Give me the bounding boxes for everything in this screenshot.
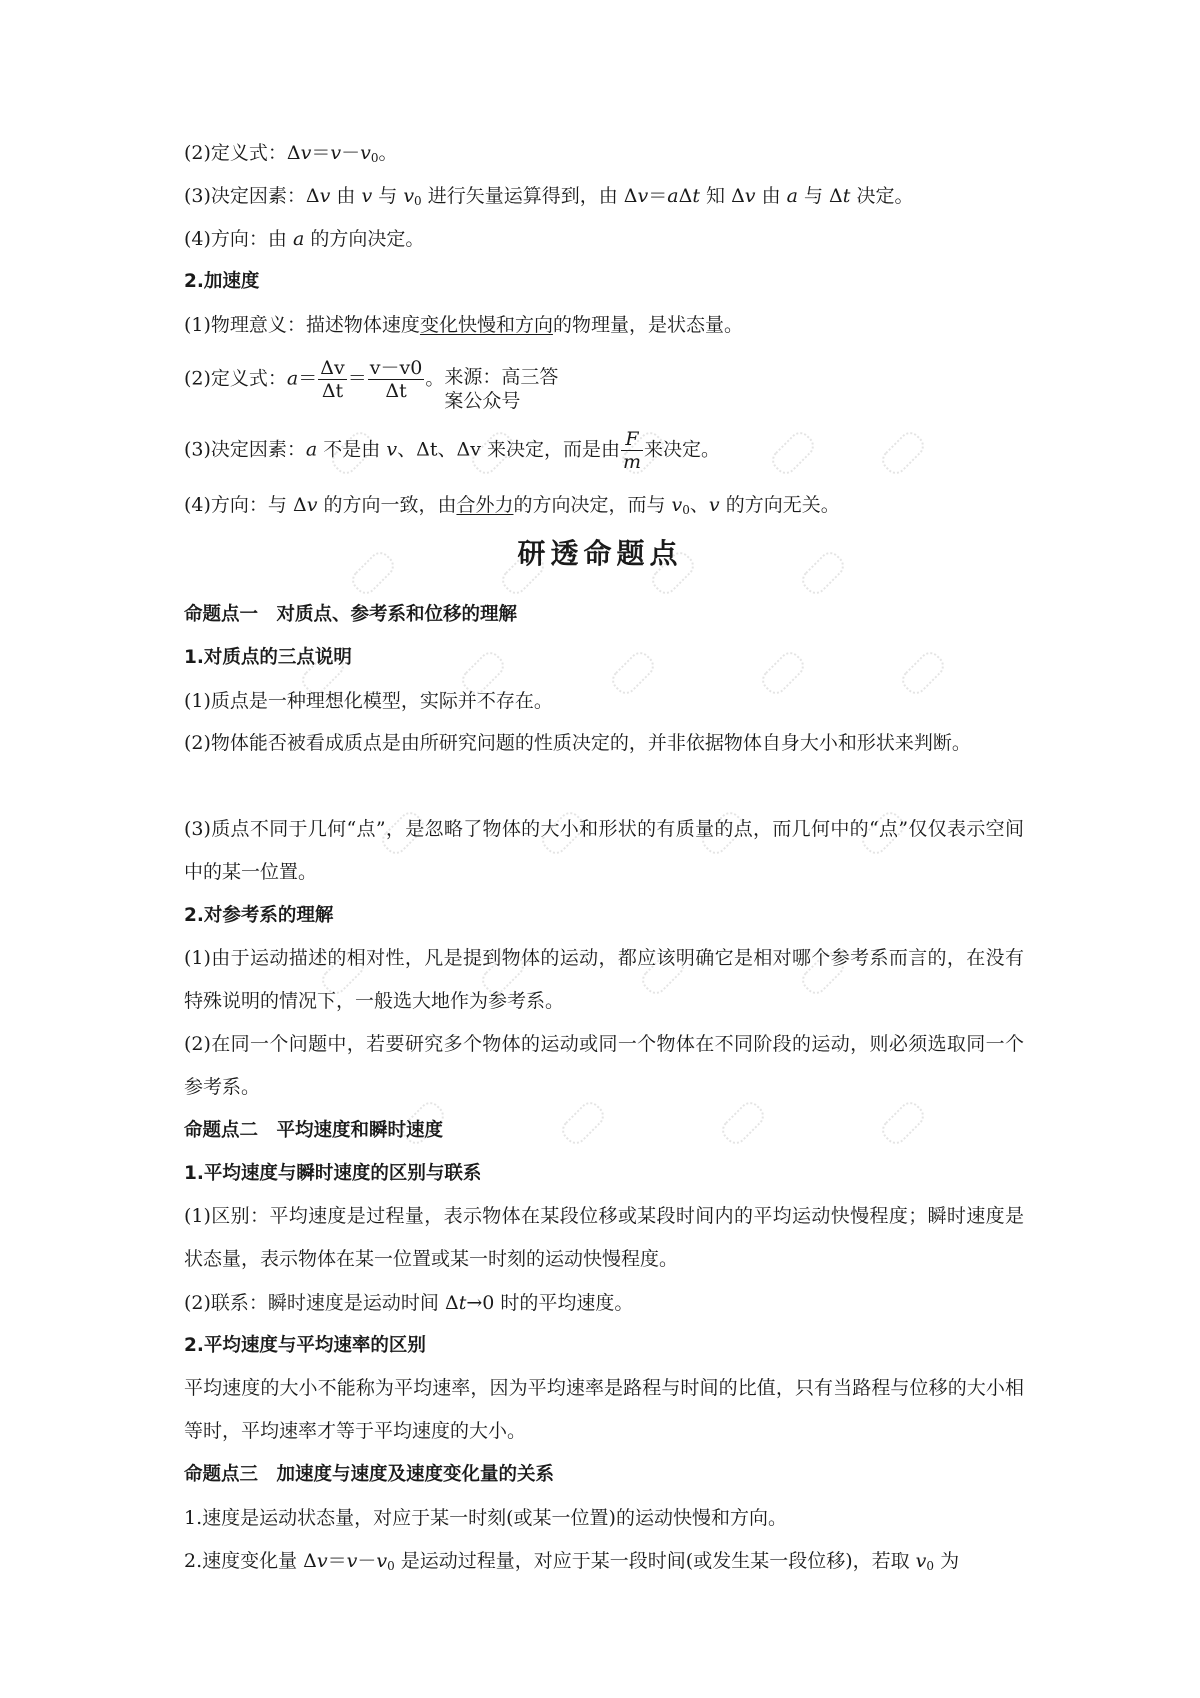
section-title: 研透命题点	[517, 537, 683, 570]
point-one-sub2-heading: 2.对参考系的理解	[184, 905, 334, 926]
point-two-sub1-heading: 1.平均速度与瞬时速度的区别与联系	[184, 1163, 482, 1184]
source-note: 来源：高三答案公众号	[444, 366, 559, 412]
point-two-sub2-heading: 2.平均速度与平均速率的区别	[184, 1335, 426, 1356]
point-one-heading: 命题点一 对质点、参考系和位移的理解	[184, 604, 518, 625]
dv-direction: (4)方向：由 a 的方向决定。	[184, 228, 425, 250]
point-two-sub2-item1: 平均速度的大小不能称为平均速率，因为平均速率是路程与时间的比值，只有当路程与位移的大小相等时，平均速率才等于平均速度的大小。	[184, 1377, 1024, 1442]
point-one-sub2-item2: (2)在同一个问题中，若要研究多个物体的运动或同一个物体在不同阶段的运动，则必须选取同一个参考系。	[184, 1033, 1024, 1098]
accel-meaning: (1)物理意义：描述物体速度变化快慢和方向的物理量，是状态量。	[184, 314, 743, 336]
dv-factor: (3)决定因素：Δv 由 v 与 $v_0$ 进行矢量运算得到，由 Δv＝aΔt 知 Δv 由 a 与 Δt 决定。	[184, 185, 914, 208]
point-one-sub1-item1: (1)质点是一种理想化模型，实际并不存在。	[184, 690, 553, 712]
point-two-sub1-item1: (1)区别：平均速度是过程量，表示物体在某段位移或某段时间内的平均运动快慢程度；瞬时速度是状态量，表示物体在某一位置或某一时刻的运动快慢程度。	[184, 1205, 1024, 1270]
point-three-item2: 2.速度变化量 $\Delta v=v-v_0$ 是运动过程量，对应于某一段时间(或发生某一段位移)，若取 $v_0$ 为	[184, 1550, 960, 1573]
accel-definition: (2)定义式：a＝ $\frac{\Delta v}{\Delta t}$ ＝ $\frac{v-v0}{\Delta t}$ 。来源：高三答案公众号	[184, 357, 1024, 413]
accel-direction: (4)方向：与 Δv 的方向一致，由合外力的方向决定，而与 $v_0$、v 的方向无关。	[184, 494, 840, 517]
point-three-item1: 1.速度是运动状态量，对应于某一时刻(或某一位置)的运动快慢和方向。	[184, 1507, 787, 1529]
point-two-sub1-item2: (2)联系：瞬时速度是运动时间 Δt→0 时的平均速度。	[184, 1292, 634, 1314]
dv-definition: (2)定义式：$\Delta v=v-v_0$。	[184, 142, 398, 165]
accel-heading: 2.加速度	[184, 271, 260, 292]
point-one-sub1-item3: (3)质点不同于几何“点”，是忽略了物体的大小和形状的有质量的点，而几何中的“点”仅仅表示空间中的某一位置。	[184, 818, 1024, 883]
point-three-heading: 命题点三 加速度与速度及速度变化量的关系	[184, 1464, 555, 1485]
fraction-f-m: $\frac{F}{m}$	[622, 428, 642, 473]
fraction-dv-dt: $\frac{\Delta v}{\Delta t}$	[320, 357, 345, 402]
accel-factor: (3)决定因素：a 不是由 v、Δt、Δv 来决定，而是由 $\frac{F}{m}$ 来决定。	[184, 428, 721, 473]
point-two-heading: 命题点二 平均速度和瞬时速度	[184, 1120, 444, 1141]
fraction-v-v0-dt: $\frac{v-v0}{\Delta t}$	[369, 357, 423, 402]
point-one-sub2-item1: (1)由于运动描述的相对性，凡是提到物体的运动，都应该明确它是相对哪个参考系而言的，在没有特殊说明的情况下，一般选大地作为参考系。	[184, 947, 1024, 1012]
point-one-sub1-heading: 1.对质点的三点说明	[184, 647, 352, 668]
point-one-sub1-item2: (2)物体能否被看成质点是由所研究问题的性质决定的，并非依据物体自身大小和形状来判断。	[184, 732, 971, 754]
